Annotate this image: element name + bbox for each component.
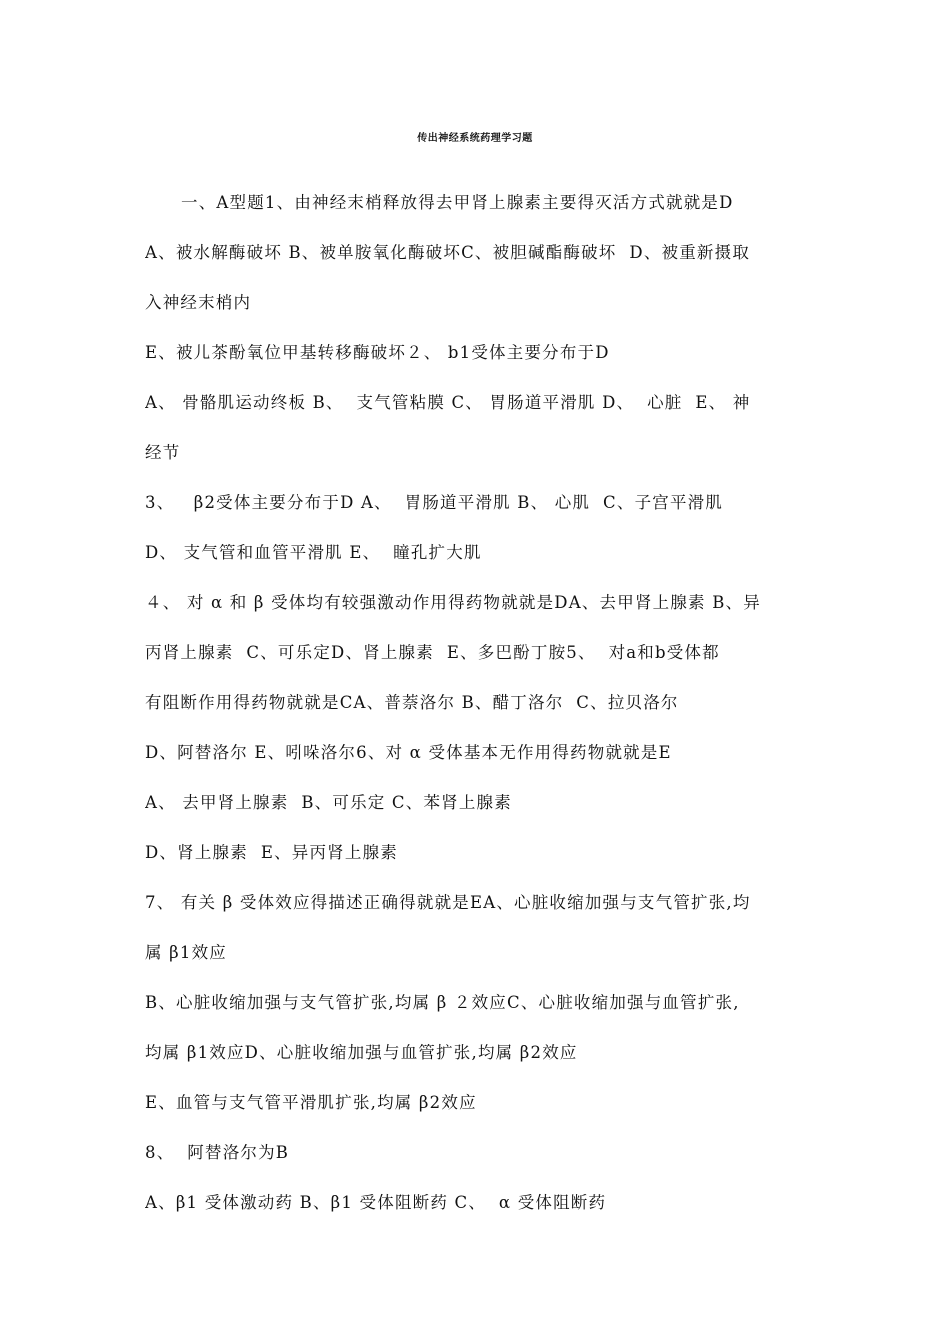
document-title: 传出神经系统药理学习题 bbox=[417, 133, 533, 144]
text-line: B、心脏收缩加强与支气管扩张,均属 β ２效应C、心脏收缩加强与血管扩张, bbox=[145, 993, 740, 1012]
question-text-block bbox=[145, 186, 810, 1236]
text-line: A、被水解酶破坏 B、被单胺氧化酶破坏C、被胆碱酯酶破坏 D、被重新摄取 bbox=[145, 243, 751, 262]
text-line: 有阻断作用得药物就就是CA、普萘洛尔 B、醋丁洛尔 C、拉贝洛尔 bbox=[145, 693, 679, 712]
text-line: 均属 β1效应D、心脏收缩加强与血管扩张,均属 β2效应 bbox=[145, 1043, 578, 1062]
text-line: 一、A型题1、由神经末梢释放得去甲肾上腺素主要得灭活方式就就是D bbox=[181, 193, 734, 212]
text-line: A、β1 受体激动药 B、β1 受体阻断药 C、 α 受体阻断药 bbox=[145, 1193, 607, 1212]
text-line: 丙肾上腺素 C、可乐定D、肾上腺素 E、多巴酚丁胺5、 对a和b受体都 bbox=[145, 643, 720, 662]
text-line: 属 β1效应 bbox=[145, 943, 227, 962]
text-line: 8、 阿替洛尔为B bbox=[145, 1143, 290, 1162]
text-line: A、 骨骼肌运动终板 B、 支气管粘膜 C、 胃肠道平滑肌 D、 心脏 E、 神 bbox=[145, 393, 751, 412]
text-line: 3、 β2受体主要分布于D A、 胃肠道平滑肌 B、 心肌 C、子宫平滑肌 bbox=[145, 493, 724, 512]
text-line: E、被儿茶酚氧位甲基转移酶破坏２、 b1受体主要分布于D bbox=[145, 343, 610, 362]
text-line: 7、 有关 β 受体效应得描述正确得就就是EA、心脏收缩加强与支气管扩张,均 bbox=[145, 893, 751, 912]
text-line: D、 支气管和血管平滑肌 E、 瞳孔扩大肌 bbox=[145, 543, 482, 562]
text-line: 入神经末梢内 bbox=[145, 293, 252, 312]
text-line: ４、 对 α 和 β 受体均有较强激动作用得药物就就是DA、去甲肾上腺素 B、异 bbox=[145, 593, 761, 612]
text-line: 经节 bbox=[145, 443, 181, 462]
text-line: E、血管与支气管平滑肌扩张,均属 β2效应 bbox=[145, 1093, 477, 1112]
text-line: D、阿替洛尔 E、吲哚洛尔6、对 α 受体基本无作用得药物就就是E bbox=[145, 743, 672, 762]
text-line: D、肾上腺素 E、异丙肾上腺素 bbox=[145, 843, 398, 862]
text-line: A、 去甲肾上腺素 B、可乐定 C、苯肾上腺素 bbox=[145, 793, 512, 812]
